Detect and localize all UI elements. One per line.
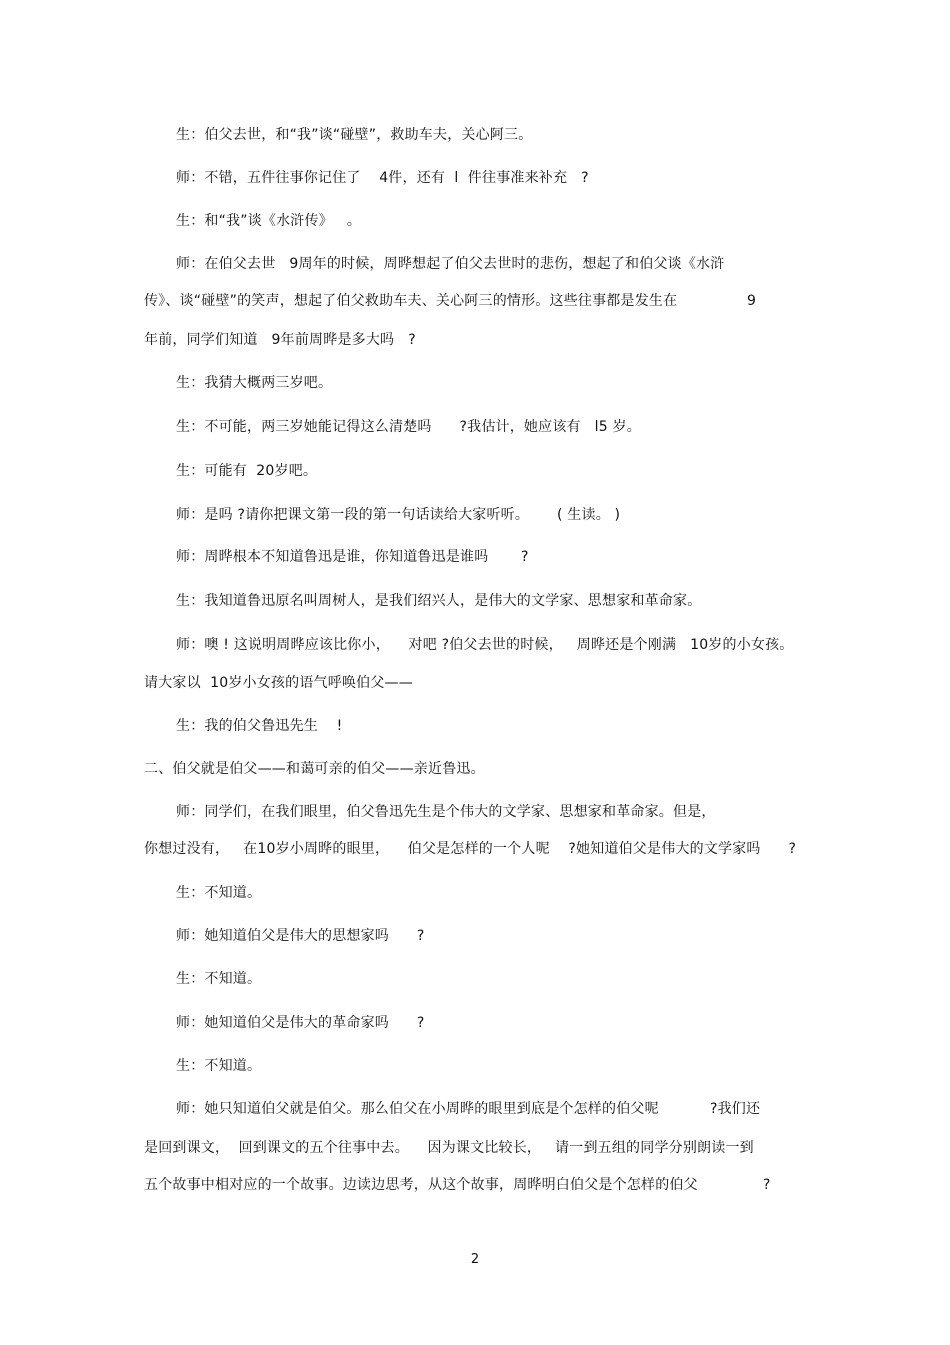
paragraph-line: 五个故事中相对应的一个故事。边读边思考，从这个故事，周晔明白伯父是个怎样的伯父 ? (144, 1177, 771, 1193)
paragraph-line: 你想过没有， 在10岁小周晔的眼里， 伯父是怎样的一个人呢 ?她知道伯父是伟大的文学家吗 ? (144, 841, 797, 857)
paragraph-line: 师：她只知道伯父就是伯父。那么伯父在小周晔的眼里到底是个怎样的伯父呢 ?我们还 (176, 1101, 761, 1117)
paragraph-line: 生：可能有 20岁吧。 (176, 463, 318, 479)
paragraph-line: 师：不错，五件往事你记住了 4件，还有 l 件往事准来补充 ? (176, 170, 589, 186)
paragraph-line: 生：和“我”谈《水浒传》 。 (176, 213, 362, 229)
paragraph-line: 生：不知道。 (176, 971, 262, 987)
paragraph-line: 生：我知道鲁迅原名叫周树人，是我们绍兴人，是伟大的文学家、思想家和革命家。 (176, 593, 702, 609)
paragraph-line: 生：不可能，两三岁她能记得这么清楚吗 ?我估计，她应该有 l5 岁。 (176, 419, 641, 435)
paragraph-line: 生：不知道。 (176, 1058, 262, 1074)
section-heading: 二、伯父就是伯父——和蔼可亲的伯父——亲近鲁迅。 (144, 761, 485, 777)
paragraph-line: 是回到课文， 回到课文的五个往事中去。 因为课文比较长， 请一到五组的同学分别朗读一到 (144, 1140, 754, 1156)
paragraph-line: 生：不知道。 (176, 885, 262, 901)
paragraph-line: 师：是吗 ?请你把课文第一段的第一句话读给大家听听。 ( 生读。 ) (176, 507, 621, 523)
paragraph-line: 师：在伯父去世 9周年的时候，周晔想起了伯父去世时的悲伤，想起了和伯父谈《水浒 (176, 256, 725, 272)
paragraph-line: 师：同学们，在我们眼里，伯父鲁迅先生是个伟大的文学家、思想家和革命家。但是， (176, 804, 716, 820)
paragraph-line: 师：周晔根本不知道鲁迅是谁，你知道鲁迅是谁吗 ? (176, 549, 529, 565)
paragraph-line: 年前，同学们知道 9年前周晔是多大吗 ? (144, 332, 416, 348)
paragraph-line: 生：我的伯父鲁迅先生 ! (176, 718, 343, 734)
paragraph-line: 师：噢 ! 这说明周晔应该比你小， 对吧 ?伯父去世的时候， 周晔还是个刚满 10岁的小女孩。 (176, 637, 794, 653)
paragraph-line: 请大家以 10岁小女孩的语气呼唤伯父—— (144, 675, 413, 691)
paragraph-line: 生：我猜大概两三岁吧。 (176, 375, 333, 391)
paragraph-line: 师：她知道伯父是伟大的思想家吗 ? (176, 928, 425, 944)
paragraph-line: 师：她知道伯父是伟大的革命家吗 ? (176, 1015, 425, 1031)
page-number: 2 (470, 1252, 480, 1267)
paragraph-line: 传》、谈“碰壁”的笑声，想起了伯父救助车夫、关心阿三的情形。这些往事都是发生在 9 (144, 293, 757, 309)
paragraph-line: 生：伯父去世，和“我”谈“碰壁”，救助车夫，关心阿三。 (176, 127, 533, 143)
